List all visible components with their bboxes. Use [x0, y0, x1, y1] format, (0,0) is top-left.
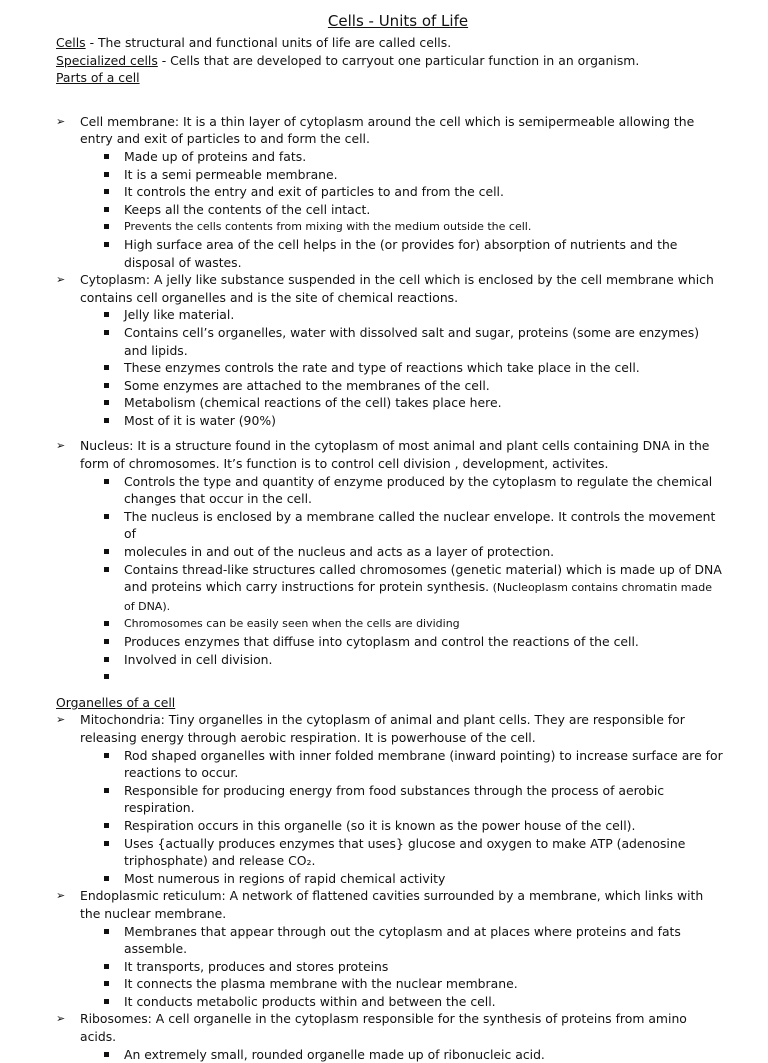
list-item: Chromosomes can be easily seen when the cells are dividing	[124, 615, 724, 633]
list-item: Uses {actually produces enzymes that uses} glucose and oxygen to make ATP (adenosine triphosphate) and release CO₂.	[124, 835, 724, 870]
square-bullet-icon	[104, 383, 109, 388]
definition-specialized-cells	[56, 52, 724, 70]
list-item: Responsible for producing energy from food substances through the process of aerobic respiration.	[124, 782, 724, 817]
definition-text: - The structural and functional units of life are called cells.	[85, 35, 452, 50]
square-bullet-icon	[104, 981, 109, 986]
section-endoplasmic-reticulum	[56, 887, 724, 922]
list-item: It is a semi permeable membrane.	[124, 166, 724, 184]
square-bullet-icon	[104, 365, 109, 370]
section-text: Nucleus: It is a structure found in the cytoplasm of most animal and plant cells containing DNA in the form of chromosomes. It’s function is to control cell division , development, activites.	[80, 438, 710, 472]
square-bullet-icon	[104, 929, 109, 934]
list-item: Contains thread-like structures called chromosomes (genetic material) which is made up of DNA and proteins which carry instructions for protein synthesis. (Nucleoplasm contains chromatin made of DNA).	[124, 561, 724, 616]
list-item: It controls the entry and exit of particles to and from the cell.	[124, 183, 724, 201]
list-item: The nucleus is enclosed by a membrane called the nuclear envelope. It controls the movement of	[124, 508, 724, 543]
list-item: Rod shaped organelles with inner folded membrane (inward pointing) to increase surface are for reactions to occur.	[124, 747, 724, 782]
square-bullet-icon	[104, 567, 109, 572]
list-item: Contains cell’s organelles, water with dissolved salt and sugar, proteins (some are enzymes) and lipids.	[124, 324, 724, 359]
square-bullet-icon	[104, 674, 109, 679]
arrow-bullet-icon: ➢	[56, 439, 66, 453]
square-bullet-icon	[104, 207, 109, 212]
list-item: High surface area of the cell helps in the (or provides for) absorption of nutrients and the disposal of wastes.	[124, 236, 724, 271]
section-nucleus	[56, 437, 724, 472]
term-specialized-cells: Specialized cells	[56, 52, 158, 68]
square-bullet-icon	[104, 172, 109, 177]
er-list	[56, 923, 724, 1011]
square-bullet-icon	[104, 154, 109, 159]
arrow-bullet-icon: ➢	[56, 114, 66, 128]
square-bullet-icon	[104, 514, 109, 519]
list-item-empty	[124, 668, 724, 686]
square-bullet-icon	[104, 479, 109, 484]
list-item: Metabolism (chemical reactions of the cell) takes place here.	[124, 394, 724, 412]
list-item: Involved in cell division.	[124, 651, 724, 669]
page-title: Cells - Units of Life	[327, 12, 469, 30]
list-item: It transports, produces and stores proteins	[124, 958, 724, 976]
mitochondria-list	[56, 747, 724, 888]
square-bullet-icon	[104, 788, 109, 793]
list-item: molecules in and out of the nucleus and acts as a layer of protection.	[124, 543, 724, 561]
square-bullet-icon	[104, 753, 109, 758]
definition-text: - Cells that are developed to carryout one particular function in an organism.	[157, 52, 640, 68]
arrow-bullet-icon: ➢	[56, 713, 66, 727]
parts-heading: Parts of a cell	[56, 70, 140, 86]
square-bullet-icon	[104, 189, 109, 194]
organelles-heading: Organelles of a cell	[56, 694, 176, 710]
section-text: Ribosomes: A cell organelle in the cytoplasm responsible for the synthesis of proteins from amino acids.	[80, 1011, 687, 1045]
square-bullet-icon	[104, 1052, 109, 1057]
square-bullet-icon	[104, 621, 109, 626]
section-cell-membrane	[56, 113, 724, 148]
list-item: Keeps all the contents of the cell intact.	[124, 201, 724, 219]
list-item: Respiration occurs in this organelle (so it is known as the power house of the cell).	[124, 817, 724, 835]
section-ribosomes	[56, 1010, 724, 1045]
ribosomes-list	[56, 1046, 724, 1063]
square-bullet-icon	[104, 242, 109, 247]
square-bullet-icon	[104, 418, 109, 423]
list-item: Some enzymes are attached to the membranes of the cell.	[124, 377, 724, 395]
nucleoplasm-note: (Nucleoplasm contains chromatin made of DNA).	[124, 581, 712, 613]
list-item: Prevents the cells contents from mixing with the medium outside the cell.	[124, 218, 724, 236]
square-bullet-icon	[104, 823, 109, 828]
definitions	[56, 34, 724, 87]
section-mitochondria	[56, 711, 724, 746]
section-text: Cell membrane: It is a thin layer of cytoplasm around the cell which is semipermeable allowing the entry and exit of particles to and form the cell.	[80, 113, 695, 147]
list-item: It conducts metabolic products within and between the cell.	[124, 993, 724, 1011]
square-bullet-icon	[104, 639, 109, 644]
arrow-bullet-icon: ➢	[56, 1012, 66, 1026]
square-bullet-icon	[104, 330, 109, 335]
list-item: Jelly like material.	[124, 306, 724, 324]
section-text: Endoplasmic reticulum: A network of flattened cavities surrounded by a membrane, which links with the nuclear membrane.	[80, 888, 704, 921]
list-item: Produces enzymes that diffuse into cytoplasm and control the reactions of the cell.	[124, 633, 724, 651]
term-cells: Cells	[56, 35, 86, 50]
section-text: Cytoplasm: A jelly like substance suspended in the cell which is enclosed by the cell membrane which contains cell organelles and is the site of chemical reactions.	[80, 272, 714, 305]
square-bullet-icon	[104, 400, 109, 405]
list-item: Controls the type and quantity of enzyme produced by the cytoplasm to regulate the chemical changes that occur in the cell.	[124, 473, 724, 508]
cytoplasm-list	[56, 306, 724, 429]
list-item: An extremely small, rounded organelle made up of ribonucleic acid.	[124, 1046, 724, 1063]
nucleus-list	[56, 473, 724, 686]
list-item: It connects the plasma membrane with the nuclear membrane.	[124, 975, 724, 993]
document-page	[56, 10, 724, 1063]
square-bullet-icon	[104, 549, 109, 554]
square-bullet-icon	[104, 876, 109, 881]
list-item: Membranes that appear through out the cytoplasm and at places where proteins and fats assemble.	[124, 923, 724, 958]
membrane-list	[56, 148, 724, 271]
section-cytoplasm	[56, 271, 724, 306]
list-item: These enzymes controls the rate and type of reactions which take place in the cell.	[124, 359, 724, 377]
list-item: Made up of proteins and fats.	[124, 148, 724, 166]
arrow-bullet-icon: ➢	[56, 889, 66, 903]
square-bullet-icon	[104, 224, 109, 229]
square-bullet-icon	[104, 657, 109, 662]
section-text: Mitochondria: Tiny organelles in the cytoplasm of animal and plant cells. They are responsible for releasing energy through aerobic respiration. It is powerhouse of the cell.	[80, 712, 685, 745]
square-bullet-icon	[104, 312, 109, 317]
list-item: Most of it is water (90%)	[124, 412, 724, 430]
definition-cells	[56, 34, 724, 52]
square-bullet-icon	[104, 841, 109, 846]
list-item: Most numerous in regions of rapid chemical activity	[124, 870, 724, 888]
square-bullet-icon	[104, 964, 109, 969]
arrow-bullet-icon: ➢	[56, 273, 66, 287]
square-bullet-icon	[104, 999, 109, 1004]
